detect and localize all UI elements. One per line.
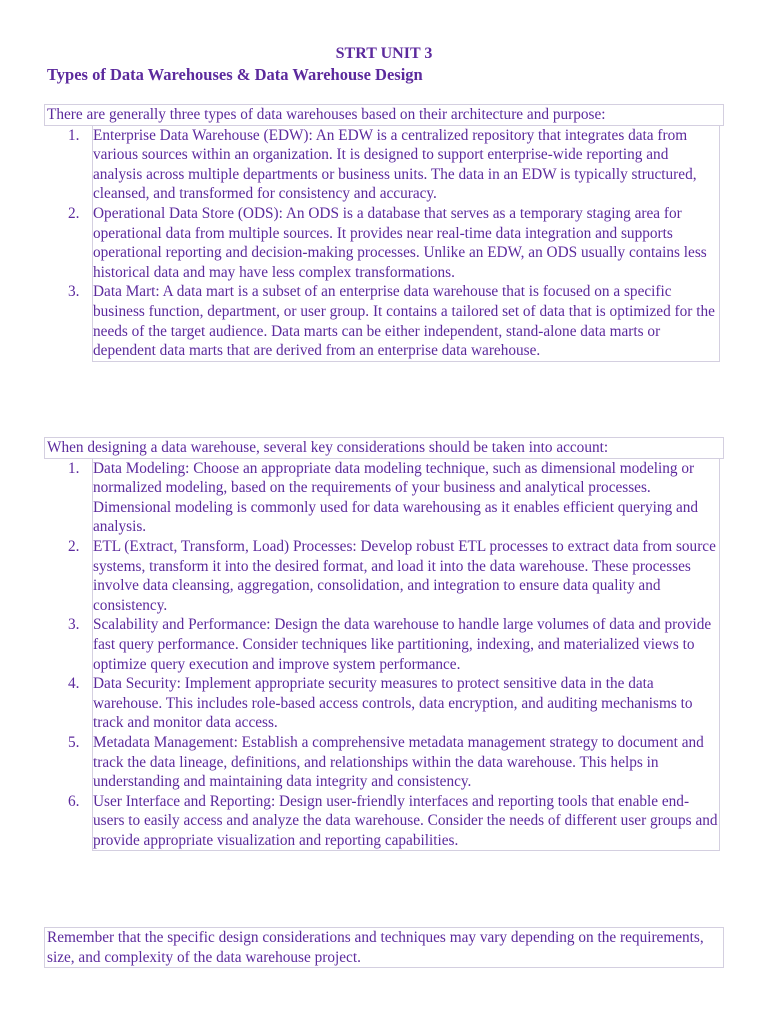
document-subtitle: Types of Data Warehouses & Data Warehouse Design [47,65,423,84]
list-item-text: Data Security: Implement appropriate security measures to protect sensitive data in the data warehouse. This includes role-based access controls, data encryption, and auditing mechanisms to track and monitor data access. [92,674,720,733]
section-warehouse-types [44,104,724,362]
document-title: STRT UNIT 3 [335,45,433,62]
closing-paragraph: Remember that the specific design considerations and techniques may vary depending on the requirements, size, and complexity of the data warehouse project. [44,927,724,968]
list-item [44,615,720,674]
list-item [44,459,720,537]
list-item-text: Scalability and Performance: Design the data warehouse to handle large volumes of data and provide fast query performance. Consider techniques like partitioning, indexing, and materialized views to optimize query execution and improve system performance. [92,615,720,674]
list-item-number: 6. [68,792,80,810]
list-item-text: Operational Data Store (ODS): An ODS is a database that serves as a temporary staging area for operational data from multiple sources. It provides near real-time data integration and supports operational reporting and decision-making processes. Unlike an EDW, an ODS usually contains less historical data and may have less complex transformations. [92,204,720,282]
list-item-text: Data Mart: A data mart is a subset of an enterprise data warehouse that is focused on a specific business function, department, or user group. It contains a tailored set of data that is optimized for the needs of the target audience. Data marts can be either independent, stand-alone data marts or dependent data marts that are derived from an enterprise data warehouse. [92,282,720,361]
design-considerations-list [44,459,724,852]
list-item-number: 3. [68,283,80,301]
list-item [44,674,720,733]
section-intro: There are generally three types of data warehouses based on their architecture and purpose: [44,104,724,126]
list-item-text: Data Modeling: Choose an appropriate data modeling technique, such as dimensional modeling or normalized modeling, based on the requirements of your business and analytical processes. Dimensional modeling is commonly used for data warehousing as it enables efficient querying and analysis. [92,459,720,537]
warehouse-types-list [44,126,724,362]
list-item [44,537,720,615]
list-item-number: 2. [68,537,80,555]
list-item-number: 1. [68,126,80,144]
list-item-text: ETL (Extract, Transform, Load) Processes: Develop robust ETL processes to extract data from source systems, transform it into the desired format, and load it into the data warehouse. These processes involve data cleansing, aggregation, consolidation, and integration to ensure data quality and consistency. [92,537,720,615]
list-item [44,282,720,361]
list-item [44,126,720,204]
section-design-considerations [44,437,724,851]
list-item [44,204,720,282]
list-item-number: 4. [68,675,80,693]
list-item-number: 5. [68,733,80,751]
list-item-number: 3. [68,616,80,634]
section-intro: When designing a data warehouse, several key considerations should be taken into account: [44,437,724,459]
list-item-number: 2. [68,204,80,222]
list-item [44,733,720,792]
list-item-text: User Interface and Reporting: Design user-friendly interfaces and reporting tools that enable end-users to easily access and analyze the data warehouse. Consider the needs of different user groups and provide appropriate visualization and reporting capabilities. [92,792,720,852]
list-item-text: Enterprise Data Warehouse (EDW): An EDW is a centralized repository that integrates data from various sources within an organization. It is designed to support enterprise-wide reporting and analysis across multiple departments or business units. The data in an EDW is typically structured, cleansed, and transformed for consistency and accuracy. [92,126,720,204]
list-item-number: 1. [68,459,80,477]
section-closing [44,927,724,968]
list-item-text: Metadata Management: Establish a comprehensive metadata management strategy to document and track the data lineage, definitions, and relationships within the data warehouse. This helps in understanding and maintaining data integrity and consistency. [92,733,720,792]
list-item [44,792,720,852]
